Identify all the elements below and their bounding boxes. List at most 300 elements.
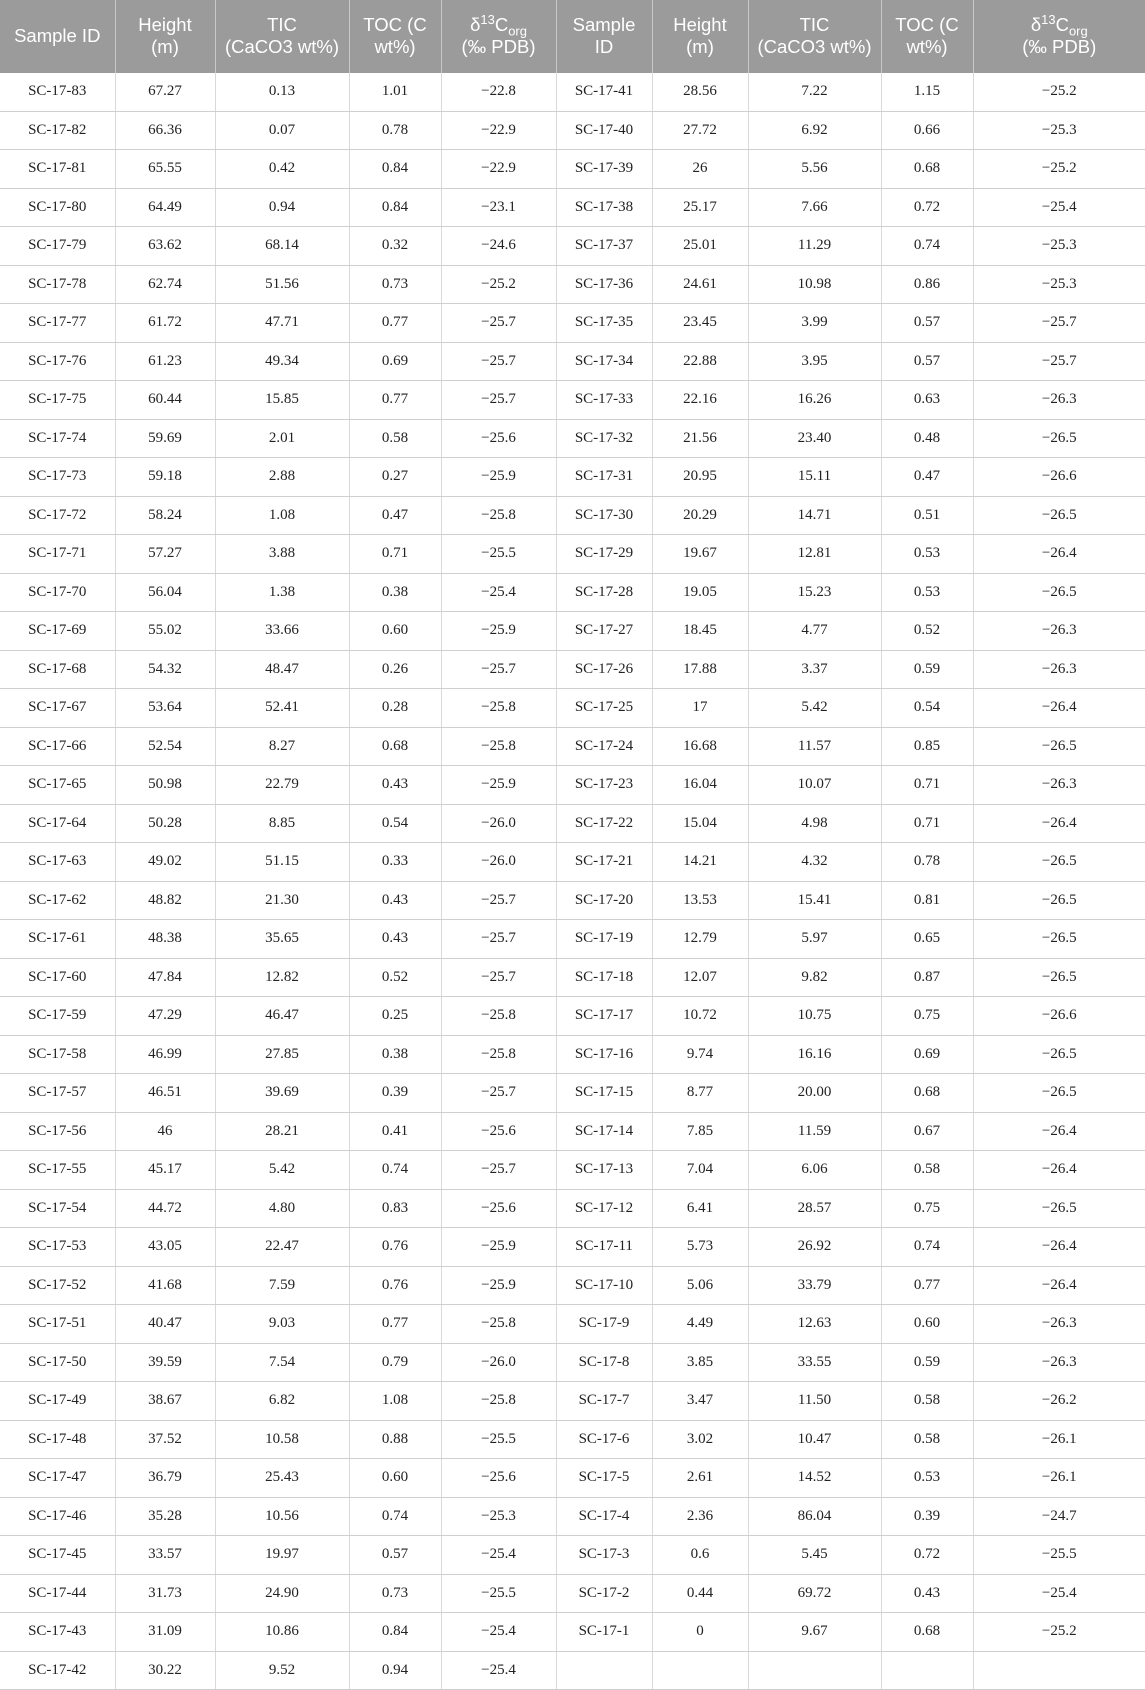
cell-height: 61.23 [115,342,215,381]
cell-sample-id-right: SC-17-2 [556,1574,652,1613]
table-row [0,1613,1145,1652]
cell-toc: 0.77 [349,1305,441,1344]
cell-sample-id-right: SC-17-41 [556,73,652,112]
cell-toc-right: 0.86 [881,265,973,304]
cell-sample-id: SC-17-43 [0,1613,115,1652]
cell-height: 59.18 [115,458,215,497]
cell-toc: 0.79 [349,1343,441,1382]
cell-sample-id: SC-17-78 [0,265,115,304]
cell-height: 62.74 [115,265,215,304]
cell-height-right: 17.88 [652,650,748,689]
cell-tic: 1.38 [215,573,349,612]
cell-sample-id: SC-17-60 [0,958,115,997]
table-row [0,458,1145,497]
cell-d13c-right: −26.5 [973,727,1145,766]
cell-toc: 0.41 [349,1112,441,1151]
cell-height-right: 28.56 [652,73,748,112]
cell-toc-right: 0.60 [881,1305,973,1344]
cell-tic-right: 6.92 [748,111,881,150]
cell-tic-right: 5.45 [748,1536,881,1575]
cell-height: 55.02 [115,612,215,651]
table-row [0,381,1145,420]
cell-toc-right: 0.72 [881,1536,973,1575]
cell-height-right: 23.45 [652,304,748,343]
cell-toc: 0.26 [349,650,441,689]
cell-tic-right: 11.29 [748,227,881,266]
cell-toc: 0.84 [349,150,441,189]
cell-toc: 0.77 [349,381,441,420]
cell-d13c: −25.3 [441,1497,556,1536]
cell-sample-id-right: SC-17-27 [556,612,652,651]
cell-tic: 0.42 [215,150,349,189]
cell-toc: 0.57 [349,1536,441,1575]
cell-d13c: −25.6 [441,1189,556,1228]
cell-height-right: 17 [652,689,748,728]
cell-height-right: 2.36 [652,1497,748,1536]
cell-tic: 0.07 [215,111,349,150]
cell-height-right: 8.77 [652,1074,748,1113]
cell-height-right: 25.01 [652,227,748,266]
cell-d13c: −24.6 [441,227,556,266]
cell-height: 45.17 [115,1151,215,1190]
cell-toc: 0.58 [349,419,441,458]
table-row [0,265,1145,304]
cell-toc: 0.76 [349,1266,441,1305]
cell-tic-right: 5.56 [748,150,881,189]
table-row [0,1420,1145,1459]
cell-tic: 35.65 [215,920,349,959]
cell-tic-right: 11.50 [748,1382,881,1421]
cell-tic: 9.03 [215,1305,349,1344]
cell-tic: 39.69 [215,1074,349,1113]
cell-tic: 0.94 [215,188,349,227]
cell-height-right: 27.72 [652,111,748,150]
cell-height-right: 13.53 [652,881,748,920]
cell-toc: 0.25 [349,997,441,1036]
cell-height-right: 2.61 [652,1459,748,1498]
cell-sample-id-right: SC-17-32 [556,419,652,458]
header-tic: TIC (CaCO3 wt%) [215,0,349,73]
cell-sample-id: SC-17-81 [0,150,115,189]
table-row [0,419,1145,458]
header-sample-id-right: Sample ID [556,0,652,73]
cell-toc-right: 0.39 [881,1497,973,1536]
cell-d13c-right: −26.5 [973,1074,1145,1113]
table-row [0,1382,1145,1421]
cell-toc: 0.52 [349,958,441,997]
cell-height-right: 20.29 [652,496,748,535]
cell-toc: 0.78 [349,111,441,150]
cell-tic: 10.56 [215,1497,349,1536]
cell-height: 43.05 [115,1228,215,1267]
cell-toc: 0.43 [349,920,441,959]
cell-height-right: 18.45 [652,612,748,651]
cell-sample-id-right: SC-17-29 [556,535,652,574]
cell-height-right: 19.67 [652,535,748,574]
cell-height: 57.27 [115,535,215,574]
cell-tic-right: 4.32 [748,843,881,882]
cell-tic-right: 9.82 [748,958,881,997]
cell-height-right: 19.05 [652,573,748,612]
cell-toc-right: 0.53 [881,1459,973,1498]
cell-d13c-right: −25.4 [973,1574,1145,1613]
cell-height-right: 16.04 [652,766,748,805]
cell-sample-id: SC-17-72 [0,496,115,535]
cell-tic: 8.27 [215,727,349,766]
cell-toc-right: 0.57 [881,342,973,381]
cell-height: 54.32 [115,650,215,689]
cell-height-right: 22.88 [652,342,748,381]
header-tic-right: TIC (CaCO3 wt%) [748,0,881,73]
cell-d13c: −25.7 [441,342,556,381]
cell-height: 59.69 [115,419,215,458]
cell-height: 46 [115,1112,215,1151]
cell-height-right: 21.56 [652,419,748,458]
cell-toc: 0.77 [349,304,441,343]
cell-d13c: −25.8 [441,727,556,766]
cell-toc-right: 0.65 [881,920,973,959]
cell-tic: 3.88 [215,535,349,574]
cell-toc: 0.28 [349,689,441,728]
cell-toc-right: 0.58 [881,1420,973,1459]
cell-toc-right: 0.48 [881,419,973,458]
cell-height-right [652,1651,748,1690]
table-row [0,881,1145,920]
cell-height: 48.82 [115,881,215,920]
cell-height: 41.68 [115,1266,215,1305]
cell-tic: 4.80 [215,1189,349,1228]
cell-toc-right: 0.72 [881,188,973,227]
header-sample-id: Sample ID [0,0,115,73]
cell-height-right: 0.44 [652,1574,748,1613]
cell-d13c-right: −26.6 [973,997,1145,1036]
cell-height-right: 12.79 [652,920,748,959]
cell-tic: 28.21 [215,1112,349,1151]
table-row [0,920,1145,959]
cell-height-right: 25.17 [652,188,748,227]
cell-height-right: 16.68 [652,727,748,766]
cell-d13c-right: −26.3 [973,1343,1145,1382]
cell-height-right: 7.85 [652,1112,748,1151]
cell-height: 30.22 [115,1651,215,1690]
cell-d13c-right: −26.3 [973,381,1145,420]
cell-toc-right: 0.68 [881,1613,973,1652]
cell-d13c-right: −25.5 [973,1536,1145,1575]
cell-toc-right: 0.87 [881,958,973,997]
cell-height-right: 9.74 [652,1035,748,1074]
cell-toc-right: 0.81 [881,881,973,920]
cell-d13c: −25.8 [441,496,556,535]
cell-sample-id-right: SC-17-1 [556,1613,652,1652]
cell-sample-id-right: SC-17-36 [556,265,652,304]
table-row [0,766,1145,805]
cell-sample-id: SC-17-75 [0,381,115,420]
cell-toc-right: 0.54 [881,689,973,728]
cell-d13c: −25.9 [441,766,556,805]
cell-tic-right [748,1651,881,1690]
cell-sample-id-right: SC-17-5 [556,1459,652,1498]
cell-tic: 19.97 [215,1536,349,1575]
cell-d13c: −25.4 [441,1536,556,1575]
cell-d13c-right: −26.5 [973,958,1145,997]
cell-tic: 21.30 [215,881,349,920]
cell-height: 47.29 [115,997,215,1036]
cell-toc: 0.32 [349,227,441,266]
table-row [0,573,1145,612]
table-row [0,1497,1145,1536]
cell-d13c-right: −25.3 [973,265,1145,304]
header-toc-right: TOC (C wt%) [881,0,973,73]
cell-tic-right: 12.63 [748,1305,881,1344]
cell-height-right: 3.02 [652,1420,748,1459]
cell-d13c: −26.0 [441,1343,556,1382]
cell-tic: 0.13 [215,73,349,112]
cell-toc: 0.73 [349,1574,441,1613]
cell-tic: 7.59 [215,1266,349,1305]
cell-sample-id: SC-17-42 [0,1651,115,1690]
table-row [0,1074,1145,1113]
table-row [0,73,1145,112]
table-row [0,843,1145,882]
cell-d13c: −22.9 [441,150,556,189]
cell-toc-right: 0.74 [881,227,973,266]
cell-toc-right: 0.77 [881,1266,973,1305]
cell-d13c-right: −25.2 [973,73,1145,112]
table-row [0,958,1145,997]
cell-tic-right: 69.72 [748,1574,881,1613]
cell-toc-right: 0.58 [881,1382,973,1421]
cell-toc: 0.76 [349,1228,441,1267]
cell-height-right: 12.07 [652,958,748,997]
cell-height-right: 26 [652,150,748,189]
cell-tic: 15.85 [215,381,349,420]
table-row [0,535,1145,574]
cell-sample-id-right: SC-17-31 [556,458,652,497]
table-row [0,342,1145,381]
cell-sample-id: SC-17-80 [0,188,115,227]
cell-sample-id-right: SC-17-3 [556,1536,652,1575]
cell-d13c-right: −26.4 [973,689,1145,728]
cell-height-right: 5.06 [652,1266,748,1305]
cell-toc-right: 0.52 [881,612,973,651]
cell-d13c-right: −25.2 [973,150,1145,189]
cell-sample-id-right: SC-17-12 [556,1189,652,1228]
cell-height: 58.24 [115,496,215,535]
table-row [0,1228,1145,1267]
cell-d13c: −25.8 [441,1035,556,1074]
cell-tic-right: 6.06 [748,1151,881,1190]
cell-tic-right: 3.99 [748,304,881,343]
cell-height: 49.02 [115,843,215,882]
cell-d13c-right: −25.3 [973,227,1145,266]
cell-sample-id-right: SC-17-20 [556,881,652,920]
cell-height-right: 4.49 [652,1305,748,1344]
cell-d13c-right: −26.3 [973,650,1145,689]
cell-toc-right: 0.78 [881,843,973,882]
cell-height-right: 0 [652,1613,748,1652]
cell-d13c: −25.9 [441,458,556,497]
cell-tic: 51.56 [215,265,349,304]
cell-d13c-right: −26.5 [973,1035,1145,1074]
cell-d13c: −25.7 [441,650,556,689]
table-row [0,1651,1145,1690]
cell-tic-right: 10.07 [748,766,881,805]
cell-tic: 12.82 [215,958,349,997]
cell-height: 67.27 [115,73,215,112]
cell-sample-id: SC-17-71 [0,535,115,574]
header-height-right: Height (m) [652,0,748,73]
cell-toc-right: 0.59 [881,1343,973,1382]
cell-d13c-right: −26.1 [973,1459,1145,1498]
cell-d13c-right: −26.4 [973,804,1145,843]
cell-d13c-right: −26.4 [973,1266,1145,1305]
cell-sample-id: SC-17-64 [0,804,115,843]
cell-sample-id-right: SC-17-16 [556,1035,652,1074]
cell-toc-right: 0.57 [881,304,973,343]
cell-height: 40.47 [115,1305,215,1344]
cell-height: 50.28 [115,804,215,843]
cell-d13c-right: −26.4 [973,1228,1145,1267]
cell-tic-right: 20.00 [748,1074,881,1113]
cell-sample-id-right: SC-17-22 [556,804,652,843]
table-row [0,188,1145,227]
cell-sample-id-right: SC-17-9 [556,1305,652,1344]
table-row [0,496,1145,535]
cell-toc: 0.38 [349,1035,441,1074]
cell-sample-id-right: SC-17-4 [556,1497,652,1536]
cell-toc-right: 1.15 [881,73,973,112]
cell-sample-id-right: SC-17-37 [556,227,652,266]
cell-tic: 22.47 [215,1228,349,1267]
cell-toc: 0.74 [349,1151,441,1190]
cell-height-right: 15.04 [652,804,748,843]
cell-d13c: −25.7 [441,1074,556,1113]
cell-tic-right: 4.77 [748,612,881,651]
cell-toc: 0.43 [349,881,441,920]
cell-d13c-right: −26.3 [973,1305,1145,1344]
cell-sample-id: SC-17-67 [0,689,115,728]
table-row [0,1305,1145,1344]
cell-toc-right: 0.74 [881,1228,973,1267]
cell-tic: 49.34 [215,342,349,381]
cell-toc: 0.27 [349,458,441,497]
cell-sample-id-right: SC-17-39 [556,150,652,189]
cell-toc: 0.84 [349,1613,441,1652]
table-row [0,1266,1145,1305]
cell-height: 53.64 [115,689,215,728]
cell-tic: 51.15 [215,843,349,882]
cell-d13c-right: −26.3 [973,612,1145,651]
cell-toc: 0.43 [349,766,441,805]
cell-sample-id: SC-17-63 [0,843,115,882]
cell-tic-right: 5.42 [748,689,881,728]
cell-sample-id: SC-17-62 [0,881,115,920]
cell-toc-right: 0.47 [881,458,973,497]
cell-d13c-right: −26.4 [973,1112,1145,1151]
cell-sample-id: SC-17-74 [0,419,115,458]
cell-tic: 10.86 [215,1613,349,1652]
cell-toc-right: 0.43 [881,1574,973,1613]
cell-sample-id: SC-17-82 [0,111,115,150]
cell-height-right: 5.73 [652,1228,748,1267]
cell-tic-right: 4.98 [748,804,881,843]
cell-tic: 6.82 [215,1382,349,1421]
cell-d13c: −25.8 [441,689,556,728]
cell-tic: 2.01 [215,419,349,458]
table-row [0,689,1145,728]
header-height: Height (m) [115,0,215,73]
cell-sample-id: SC-17-55 [0,1151,115,1190]
cell-d13c: −25.4 [441,573,556,612]
cell-sample-id-right: SC-17-10 [556,1266,652,1305]
cell-tic-right: 14.52 [748,1459,881,1498]
cell-toc-right: 0.63 [881,381,973,420]
cell-sample-id-right: SC-17-24 [556,727,652,766]
table-header [0,0,1145,73]
cell-tic-right: 23.40 [748,419,881,458]
header-d13c: $\delta^{13}C_{org}$ (‰ PDB) [441,0,556,73]
cell-tic: 46.47 [215,997,349,1036]
cell-d13c: −25.8 [441,1305,556,1344]
cell-tic-right: 10.98 [748,265,881,304]
cell-sample-id-right: SC-17-14 [556,1112,652,1151]
cell-tic-right: 11.59 [748,1112,881,1151]
cell-sample-id: SC-17-69 [0,612,115,651]
cell-height-right: 3.47 [652,1382,748,1421]
cell-sample-id-right: SC-17-26 [556,650,652,689]
cell-d13c-right: −26.5 [973,881,1145,920]
cell-d13c-right: −26.5 [973,843,1145,882]
cell-tic: 33.66 [215,612,349,651]
cell-toc-right: 0.75 [881,997,973,1036]
cell-toc-right: 0.68 [881,1074,973,1113]
cell-d13c: −26.0 [441,843,556,882]
cell-sample-id: SC-17-49 [0,1382,115,1421]
cell-tic-right: 11.57 [748,727,881,766]
cell-toc: 0.54 [349,804,441,843]
cell-toc: 0.47 [349,496,441,535]
cell-tic: 9.52 [215,1651,349,1690]
cell-tic-right: 9.67 [748,1613,881,1652]
cell-sample-id: SC-17-61 [0,920,115,959]
table-row [0,1112,1145,1151]
cell-sample-id-right: SC-17-34 [556,342,652,381]
table-row [0,1189,1145,1228]
cell-height: 36.79 [115,1459,215,1498]
cell-d13c-right: −26.5 [973,573,1145,612]
cell-d13c-right: −26.4 [973,535,1145,574]
cell-d13c: −25.7 [441,958,556,997]
cell-toc-right: 0.68 [881,150,973,189]
cell-height-right: 14.21 [652,843,748,882]
cell-d13c-right: −26.5 [973,1189,1145,1228]
cell-sample-id: SC-17-58 [0,1035,115,1074]
cell-d13c: −25.4 [441,1651,556,1690]
cell-height: 65.55 [115,150,215,189]
cell-sample-id: SC-17-47 [0,1459,115,1498]
cell-toc-right: 0.85 [881,727,973,766]
cell-height: 39.59 [115,1343,215,1382]
cell-d13c: −25.6 [441,1459,556,1498]
cell-toc: 0.94 [349,1651,441,1690]
cell-sample-id-right: SC-17-30 [556,496,652,535]
cell-d13c: −25.6 [441,1112,556,1151]
table-row [0,1343,1145,1382]
cell-toc: 0.71 [349,535,441,574]
cell-toc-right: 0.53 [881,573,973,612]
cell-sample-id-right: SC-17-11 [556,1228,652,1267]
header-row [0,0,1145,73]
